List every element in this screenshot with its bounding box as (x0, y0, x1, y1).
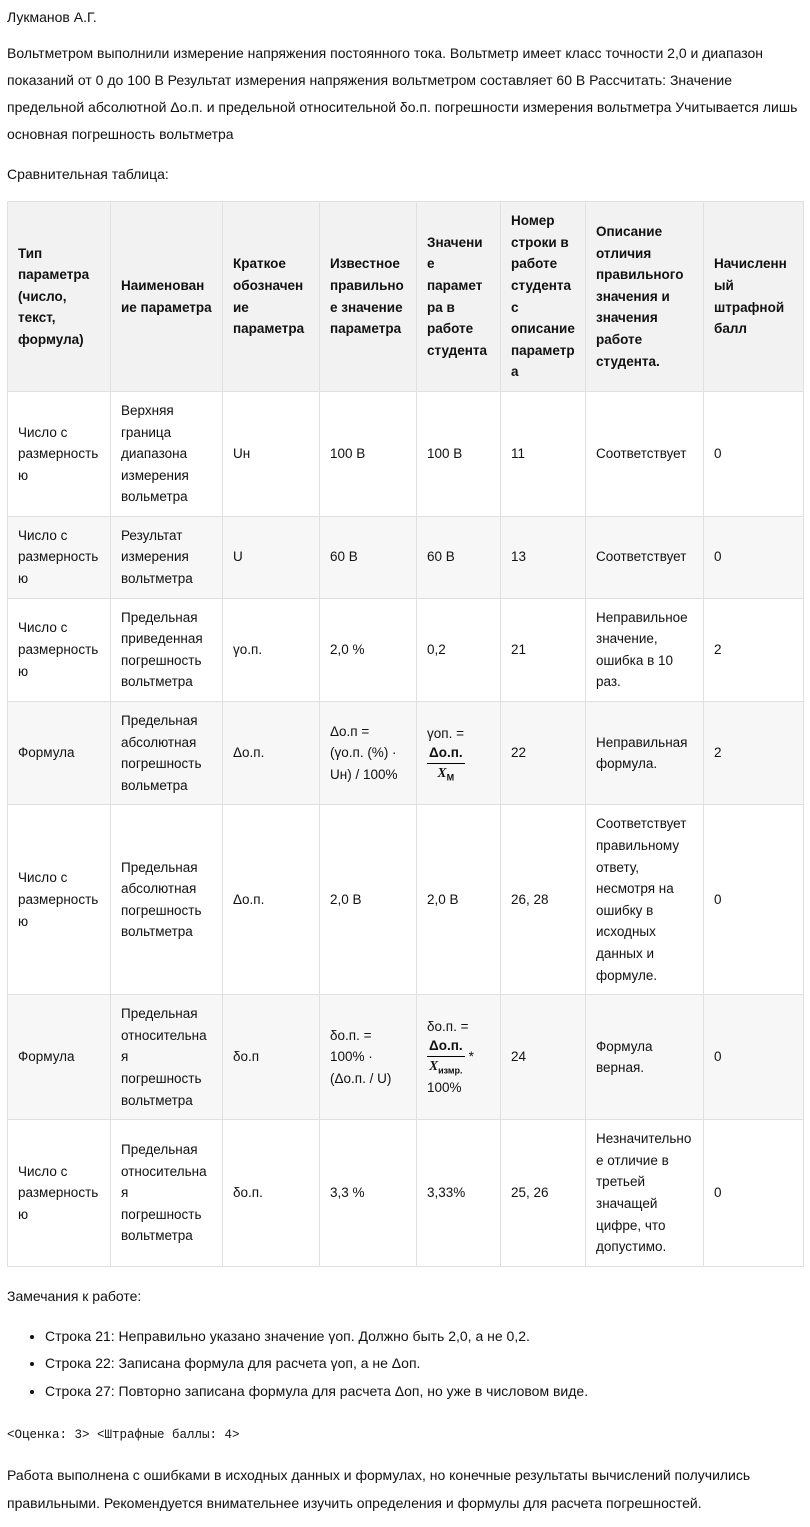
formula-fraction: $\frac{\Delta о.п.}{X_М}$ (429, 744, 463, 783)
table-cell: U (223, 516, 320, 598)
column-header: Тип параметра (число, текст, формула) (8, 202, 111, 392)
table-row (8, 702, 804, 805)
table-body (8, 391, 804, 1266)
table-cell: Верхняя граница диапазона измерения вольметра (111, 391, 223, 516)
remark-item: • Строка 27: Повторно записана формула для расчета Δоп, но уже в числовом виде. (45, 1378, 803, 1405)
formula-lhs: γоп. = (427, 726, 464, 742)
table-cell: Δо.п. (223, 805, 320, 995)
table-cell: Предельная относительная погрешность вольтметра (111, 1120, 223, 1267)
table-cell: Соответствует (586, 391, 704, 516)
column-header: Значение параметра в работе студента (417, 202, 501, 392)
table-cell: Число с размерностью (8, 805, 111, 995)
table-cell: 2,0 В (417, 805, 501, 995)
table-cell: Соответствует правильному ответу, несмотря на ошибку в исходных данных и формуле. (586, 805, 704, 995)
table-cell: Неправильное значение, ошибка в 10 раз. (586, 598, 704, 701)
table-cell: 21 (501, 598, 586, 701)
table-row (8, 995, 804, 1120)
table-cell: Результат измерения вольтметра (111, 516, 223, 598)
table-cell: 13 (501, 516, 586, 598)
column-header: Описание отличия правильного значения и значения работе студента. (586, 202, 704, 392)
score-line: <Оценка: 3> <Штрафные баллы: 4> (7, 1427, 240, 1442)
table-cell: γо.п. (223, 598, 320, 701)
table-cell: 3,33% (417, 1120, 501, 1267)
table-row (8, 598, 804, 701)
table-cell: Формула верная. (586, 995, 704, 1120)
column-header: Номер строки в работе студента с описание параметра (501, 202, 586, 392)
conclusion-text: Работа выполнена с ошибками в исходных данных и формулах, но конечные результаты вычислений получились правильными. Рекомендуется внимательнее изучить определения и формулы для расчета погрешностей. (7, 1467, 751, 1511)
table-cell: Неправильная формула. (586, 702, 704, 805)
comparison-table (7, 201, 804, 1267)
table-cell: 60 В (320, 516, 417, 598)
table-cell: Соответствует (586, 516, 704, 598)
table-cell (417, 995, 501, 1120)
table-cell: 2,0 В (320, 805, 417, 995)
table-cell: 100 В (320, 391, 417, 516)
table-cell: Предельная абсолютная погрешность вольтметра (111, 805, 223, 995)
table-header-row (8, 202, 804, 392)
table-cell: 0 (704, 995, 804, 1120)
table-caption: Сравнительная таблица: (7, 165, 169, 182)
table-cell: Число с размерностью (8, 598, 111, 701)
column-header: Известное правильное значение параметра (320, 202, 417, 392)
formula-fraction: $\frac{\Delta о.п.}{X_{измр.}}$ (429, 1037, 463, 1076)
multiply-sign: * (468, 1049, 474, 1065)
table-cell: δо.п. = 100% · (Δо.п. / U) (320, 995, 417, 1120)
table-cell: 0,2 (417, 598, 501, 701)
table-cell: 0 (704, 391, 804, 516)
table-cell: Предельная относительная погрешность вольтметра (111, 995, 223, 1120)
table-cell: Δо.п = (γо.п. (%) · Uн) / 100% (320, 702, 417, 805)
table-cell: Δо.п. (223, 702, 320, 805)
table-cell: Незначительное отличие в третьей значащей цифре, что допустимо. (586, 1120, 704, 1267)
table-cell: Формула (8, 995, 111, 1120)
column-header: Начисленный штрафной балл (704, 202, 804, 392)
table-cell: 2 (704, 702, 804, 805)
table-cell: Формула (8, 702, 111, 805)
table-cell: 25, 26 (501, 1120, 586, 1267)
table-row (8, 391, 804, 516)
table-cell: 2,0 % (320, 598, 417, 701)
table-cell: 22 (501, 702, 586, 805)
column-header: Краткое обозначение параметра (223, 202, 320, 392)
table-cell: Предельная абсолютная погрешность вольметра (111, 702, 223, 805)
table-cell (417, 702, 501, 805)
formula-lhs: δо.п. = (427, 1019, 469, 1035)
task-description: Вольтметром выполнили измерение напряжения постоянного тока. Вольтметр имеет класс точности 2,0 и диапазон показаний от 0 до 100 В Результат измерения напряжения вольтметром составляет 60 В Рассчитать: Значение предельной абсолютной Δо.п. и предельной относительной δо.п. погрешности измерения вольтметра Учитывается лишь основная погрешность вольтметра (7, 44, 798, 143)
remarks-title: Замечания к работе: (7, 1287, 142, 1304)
table-cell: 2 (704, 598, 804, 701)
table-cell: Число с размерностью (8, 391, 111, 516)
formula-tail: 100% (427, 1079, 462, 1095)
column-header: Наименование параметра (111, 202, 223, 392)
author-name: Лукманов А.Г. (7, 9, 97, 25)
table-cell: 26, 28 (501, 805, 586, 995)
table-cell: 3,3 % (320, 1120, 417, 1267)
remarks-list (7, 1323, 803, 1405)
remark-item: • Строка 21: Неправильно указано значение γоп. Должно быть 2,0, а не 0,2. (45, 1323, 803, 1350)
table-cell: δо.п. (223, 1120, 320, 1267)
table-cell: 0 (704, 1120, 804, 1267)
table-cell: δо.п (223, 995, 320, 1120)
table-cell: 100 В (417, 391, 501, 516)
table-cell: 24 (501, 995, 586, 1120)
table-cell: 0 (704, 516, 804, 598)
table-row (8, 516, 804, 598)
table-row (8, 805, 804, 995)
table-row (8, 1120, 804, 1267)
table-cell: 60 В (417, 516, 501, 598)
table-cell: 0 (704, 805, 804, 995)
table-cell: 11 (501, 391, 586, 516)
table-cell: Число с размерностью (8, 1120, 111, 1267)
remark-item: • Строка 22: Записана формула для расчета γоп, а не Δоп. (45, 1350, 803, 1377)
table-cell: Uн (223, 391, 320, 516)
table-cell: Предельная приведенная погрешность вольтметра (111, 598, 223, 701)
table-cell: Число с размерностью (8, 516, 111, 598)
